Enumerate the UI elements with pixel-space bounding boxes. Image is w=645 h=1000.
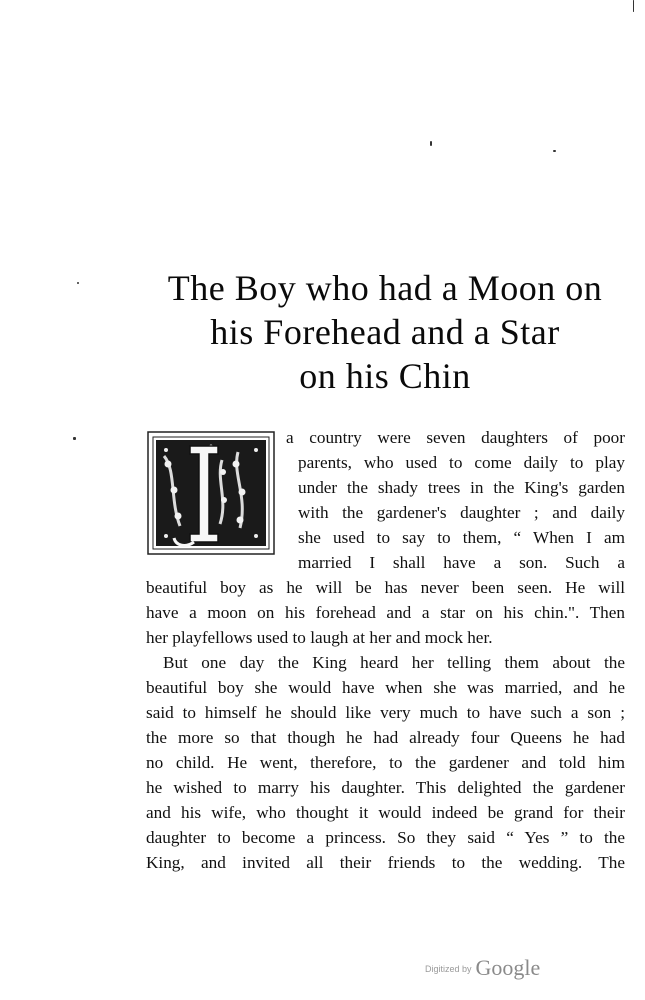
text-line: a country were seven daughters of poor: [286, 428, 625, 447]
title-line-3: on his Chin: [299, 356, 471, 396]
text-line: have a moon on his forehead and a star on his chin.". Then: [146, 603, 625, 622]
title-line-2: his Forehead and a Star: [210, 312, 560, 352]
digitized-by-google-watermark: [425, 955, 540, 981]
scan-speck: [553, 150, 556, 152]
text-line: with the gardener's daughter ; and daily: [298, 503, 625, 522]
story-title: [140, 266, 630, 398]
text-line: no child. He went, therefore, to the gardener and told him: [146, 753, 625, 772]
decorated-initial: [146, 430, 276, 556]
scan-speck: [633, 0, 634, 12]
text-line: he wished to marry his daughter. This delighted the gardener: [146, 778, 625, 797]
scan-speck: [430, 141, 432, 146]
google-wordmark: Google: [475, 955, 541, 980]
text-line: the more so that though he had already four Queens he had: [146, 728, 625, 747]
text-line: married I shall have a son. Such a: [298, 553, 625, 572]
text-line: King, and invited all their friends to the wedding. The: [146, 853, 625, 872]
text-line: and his wife, who thought it would indeed be grand for their: [146, 803, 625, 822]
text-line: her playfellows used to laugh at her and mock her.: [146, 628, 493, 647]
text-line: she used to say to them, “ When I am: [298, 528, 625, 547]
text-line: beautiful boy as he will be has never been seen. He will: [146, 578, 625, 597]
scan-speck: [77, 282, 79, 284]
text-line: daughter to become a princess. So they said “ Yes ” to the: [146, 828, 625, 847]
text-line: parents, who used to come daily to play: [298, 453, 625, 472]
text-line: But one day the King heard her telling them about the: [163, 653, 625, 672]
ornate-initial-i-image: [146, 430, 276, 556]
scan-speck: [73, 437, 76, 440]
title-line-1: The Boy who had a Moon on: [167, 268, 603, 308]
text-line: said to himself he should like very much to have such a son ;: [146, 703, 625, 722]
text-line: beautiful boy she would have when she was married, and he: [146, 678, 625, 697]
text-line: under the shady trees in the King's garden: [298, 478, 625, 497]
digitized-label: Digitized by: [425, 964, 472, 974]
